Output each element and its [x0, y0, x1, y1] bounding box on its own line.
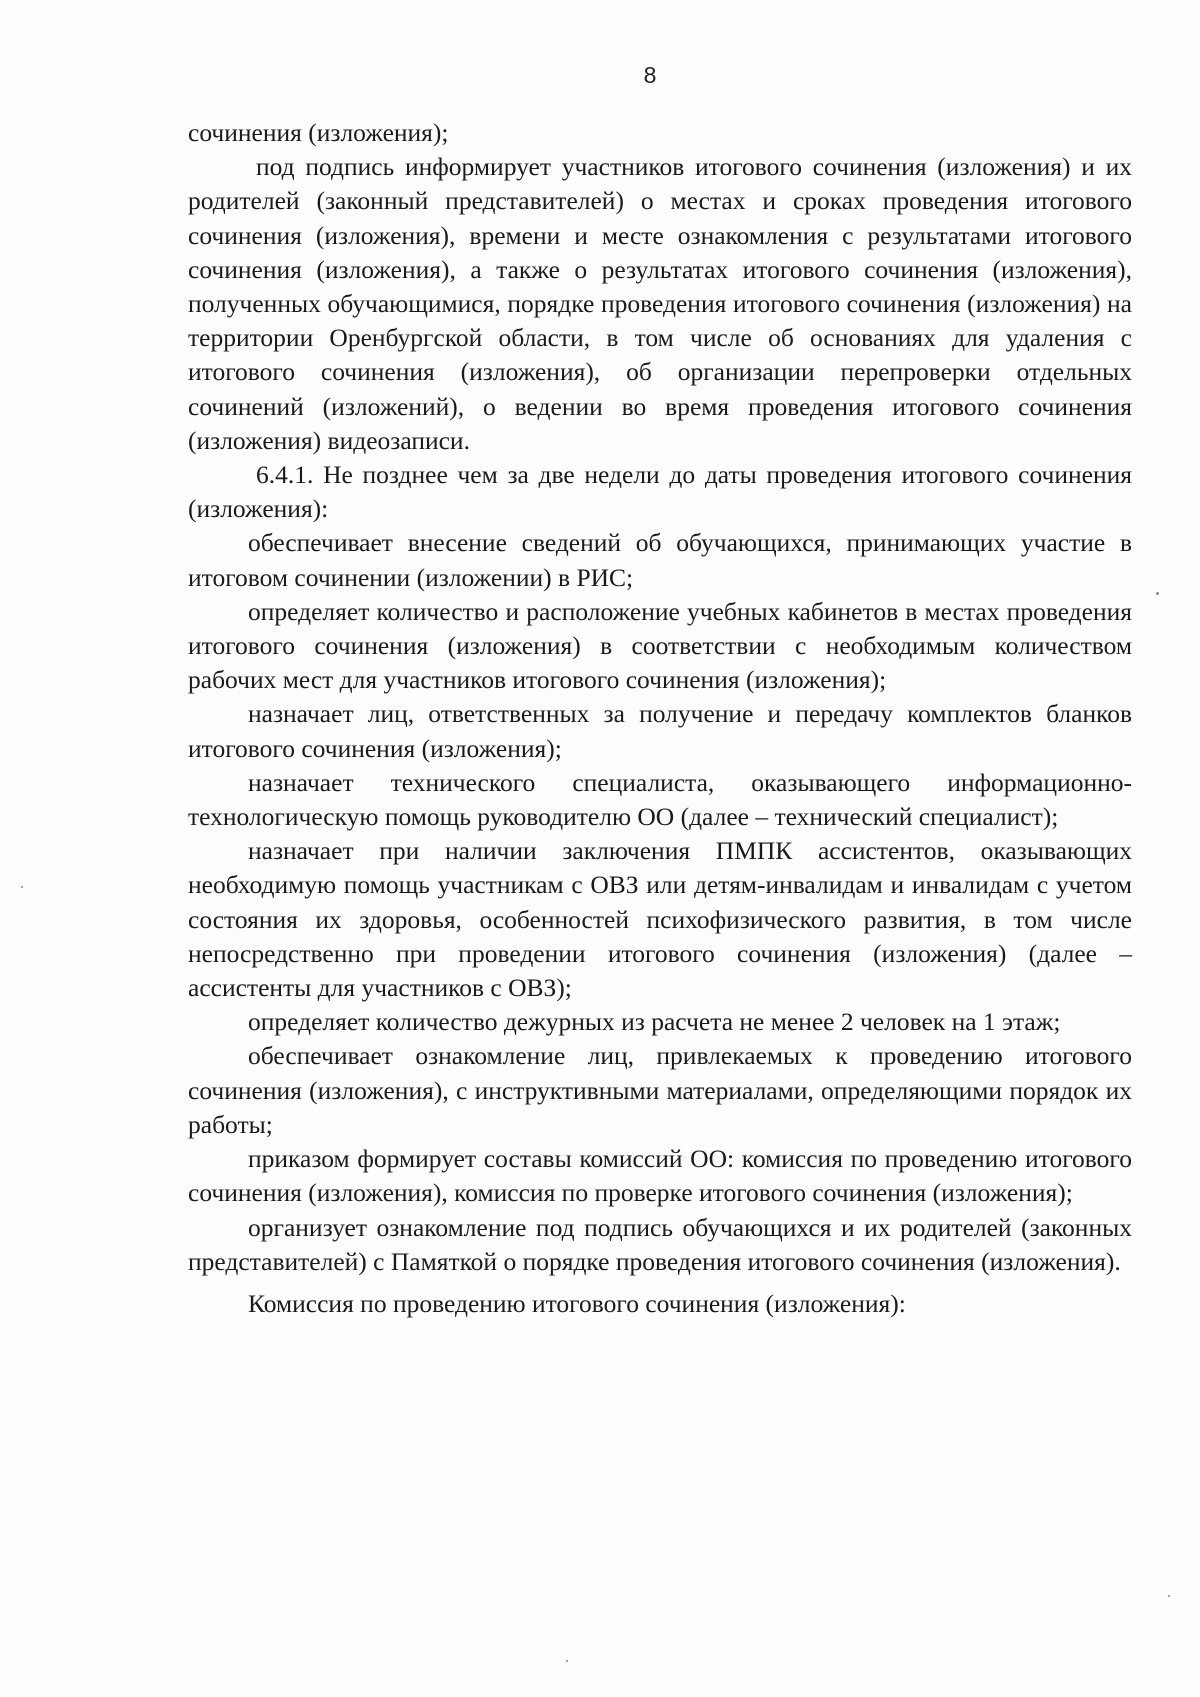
paragraph-continuation: сочинения (изложения);	[188, 118, 449, 147]
document-body	[188, 116, 1132, 1321]
paragraph-commissions: приказом формирует составы комиссий ОО: комиссия по проведению итогового сочинения (изложения), комиссия по проверке итогового сочинения (изложения);	[188, 1144, 1132, 1208]
paragraph-tech-specialist: назначает технического специалиста, оказывающего информационно-технологическую помощь руководителю ОО (далее – технический специалист);	[188, 767, 1132, 832]
paragraph-commission-heading: Комиссия по проведению итогового сочинения (изложения):	[248, 1288, 906, 1318]
scan-speck	[566, 1660, 568, 1662]
paragraph-inform-participants: под подпись информирует участников итогового сочинения (изложения) и их родителей (законный представителей) о местах и сроках проведения итогового сочинения (изложения), времени и месте ознакомления с результатами итогового сочинения (изложения), а также о результатах итогового сочинения (изложения), полученных обучающимися, порядке проведения итогового сочинения (изложения) на территории Оренбургской области, в том числе об основаниях для удаления с итогового сочинения (изложения), об организации перепроверки отдельных сочинений (изложений), о ведении во время проведения итогового сочинения (изложения) видеозаписи.	[188, 152, 1132, 455]
paragraph-memo: организует ознакомление под подпись обучающихся и их родителей (законных представителей) с Памяткой о порядке проведения итогового сочинения (изложения).	[188, 1212, 1132, 1276]
scan-speck	[1168, 1595, 1170, 1597]
paragraph-instructions: обеспечивает ознакомление лиц, привлекаемых к проведению итогового сочинения (изложения), с инструктивными материалами, определяющими порядок их работы;	[188, 1041, 1132, 1139]
paragraph-classrooms: определяет количество и расположение учебных кабинетов в местах проведения итогового сочинения (изложения) в соответствии с необходимым количеством рабочих мест для участников итогового сочинения (изложения);	[188, 596, 1132, 695]
paragraph-duty-officers: определяет количество дежурных из расчета не менее 2 человек на 1 этаж;	[248, 1007, 1061, 1037]
scan-speck	[1156, 592, 1159, 595]
page-number: 8	[643, 62, 657, 88]
paragraph-assistants: назначает при наличии заключения ПМПК ассистентов, оказывающих необходимую помощь участникам с ОВЗ или детям-инвалидам и инвалидам с учетом состояния их здоровья, особенностей психофизического развития, в том числе непосредственно при проведении итогового сочинения (изложения) (далее – ассистенты для участников с ОВЗ);	[188, 836, 1132, 1003]
paragraph-responsible-persons: назначает лиц, ответственных за получение и передачу комплектов бланков итогового сочинения (изложения);	[188, 699, 1132, 763]
paragraph-section-6-4-1: 6.4.1. Не позднее чем за две недели до даты проведения итогового сочинения (изложения):	[188, 460, 1132, 524]
paragraph-ris-data: обеспечивает внесение сведений об обучающихся, принимающих участие в итоговом сочинении (изложении) в РИС;	[188, 528, 1132, 592]
scan-speck	[21, 886, 23, 888]
